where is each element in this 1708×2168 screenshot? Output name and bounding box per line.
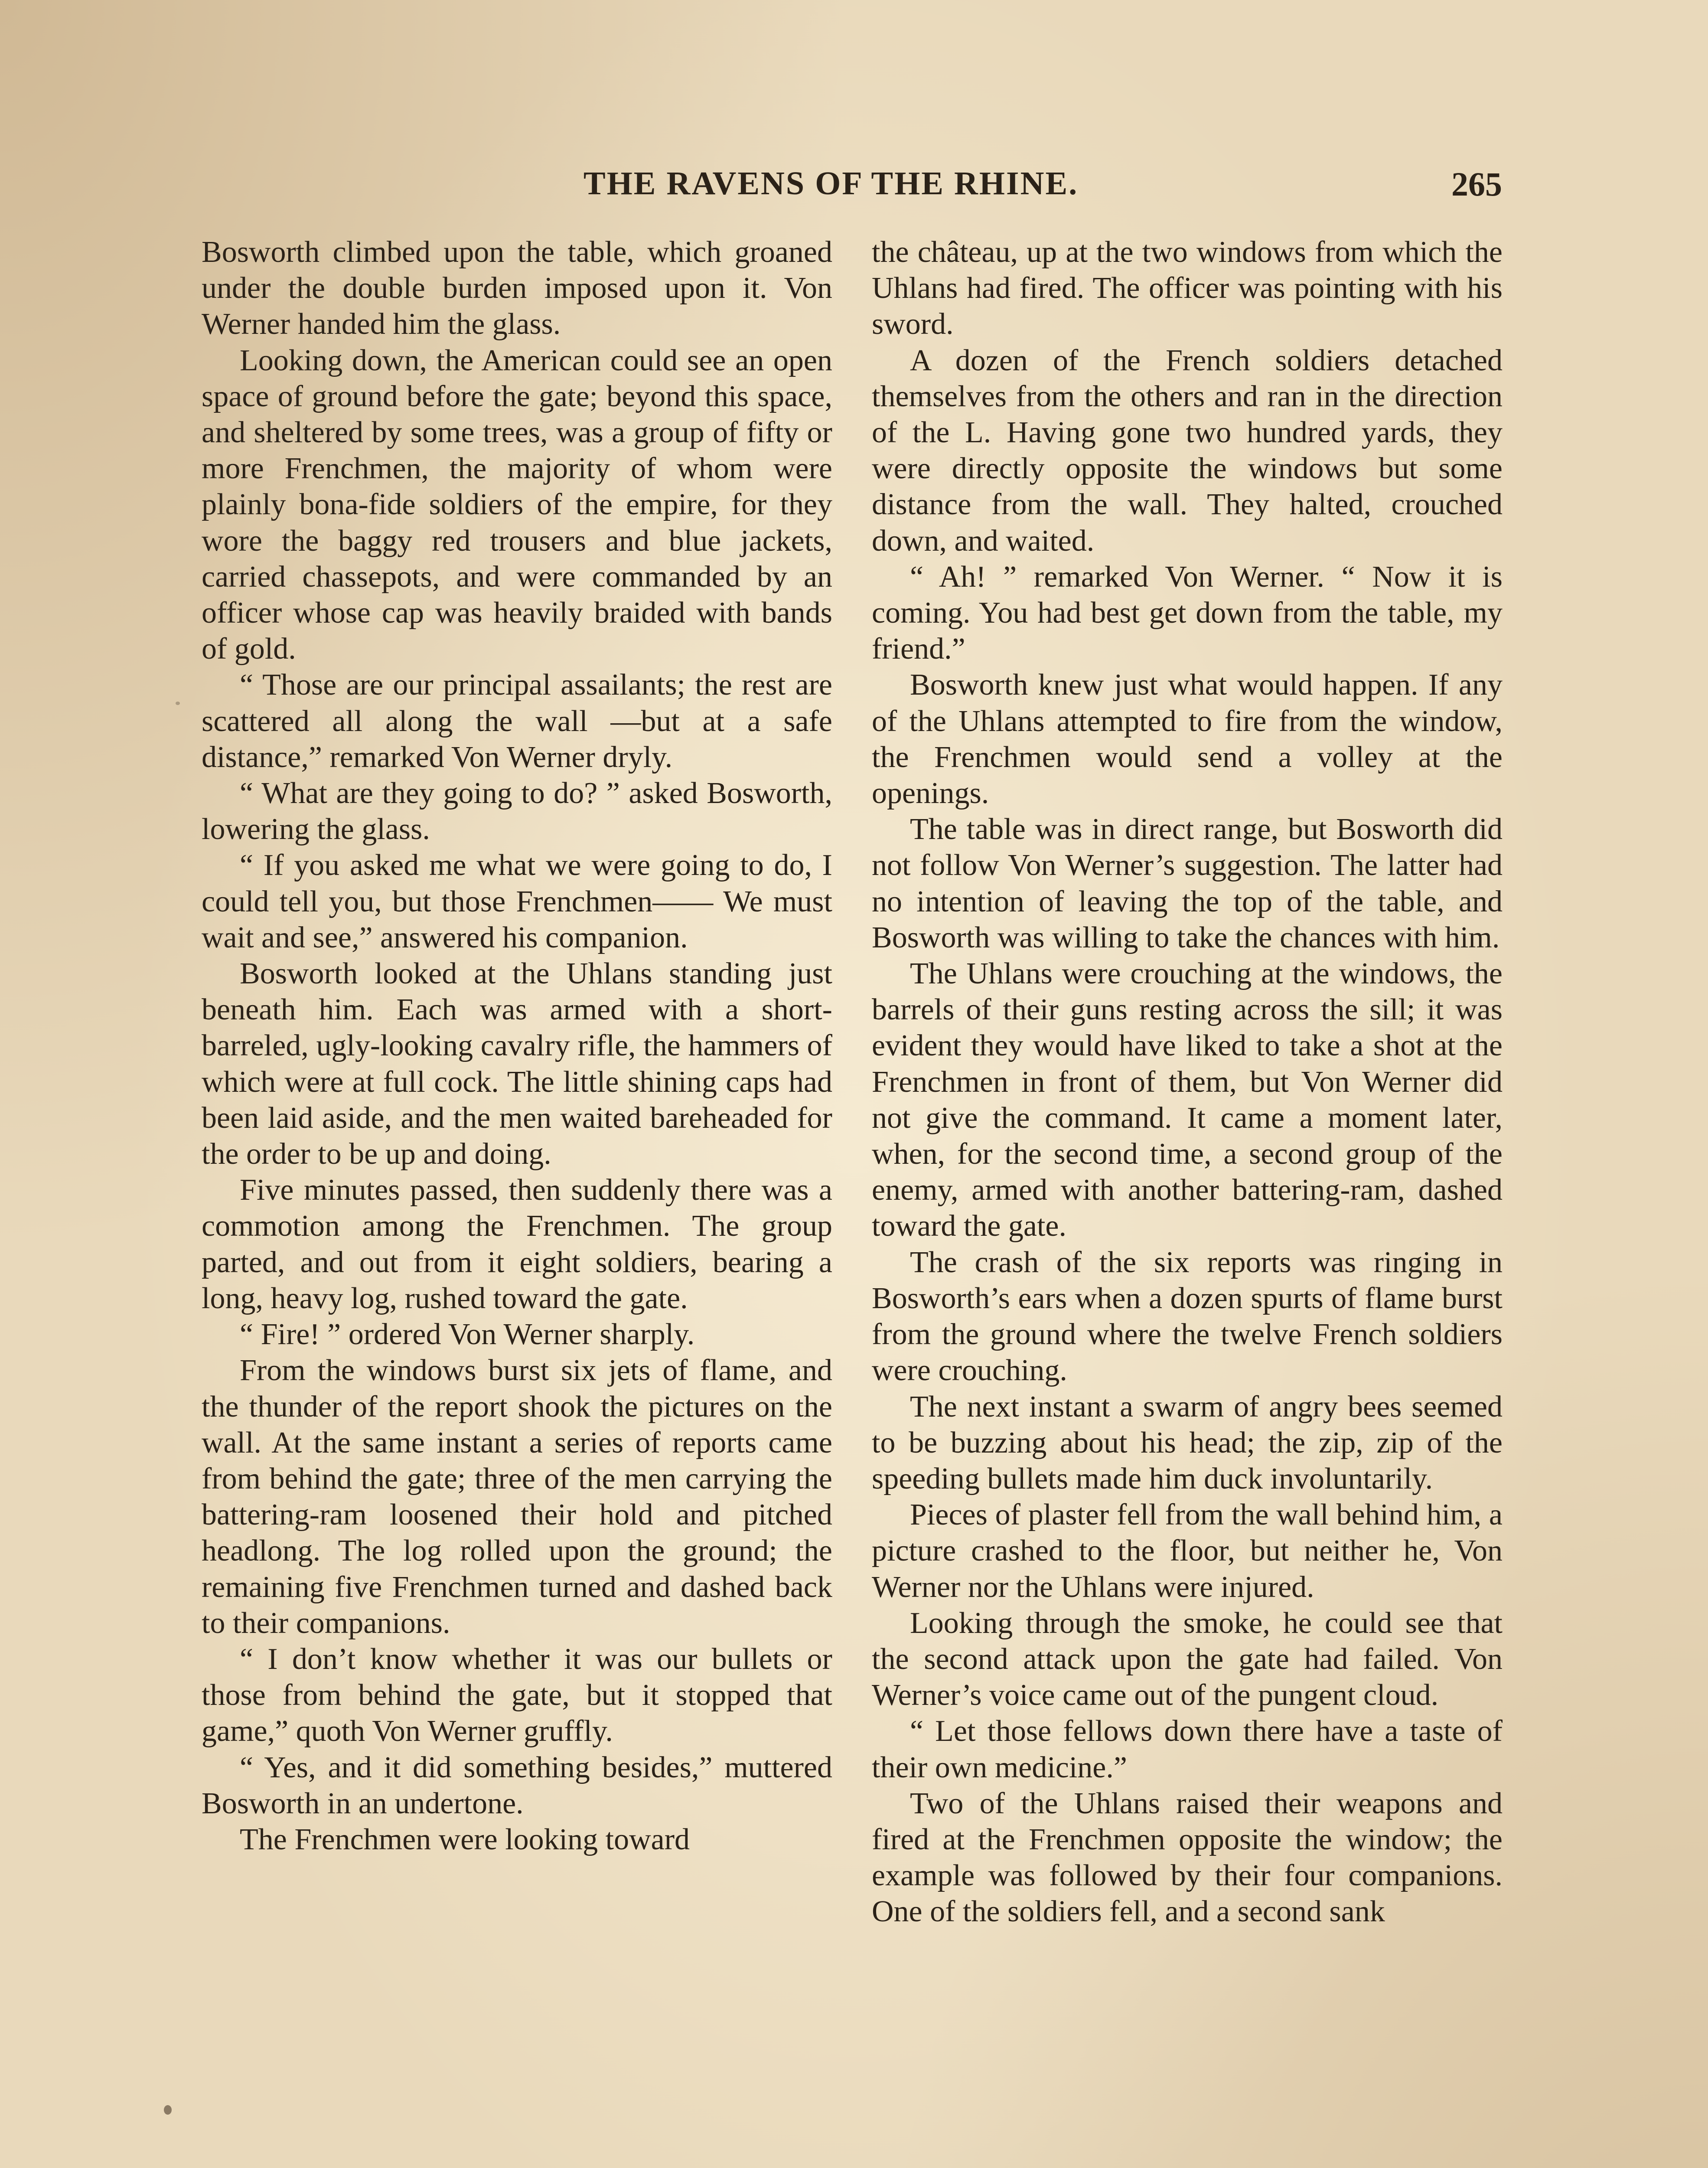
paragraph: Two of the Uhlans raised their weapons and fired at the Frenchmen opposite the window; the example was followed by their four companions. One of the soldiers fell, and a second sank bbox=[872, 1786, 1503, 1929]
paragraph: Pieces of plaster fell from the wall behind him, a picture crashed to the floor, but neither he, Von Werner nor the Uhlans were injured. bbox=[872, 1498, 1503, 1604]
paragraph: “ Yes, and it did something besides,” muttered Bosworth in an undertone. bbox=[202, 1750, 832, 1820]
left-column bbox=[202, 234, 832, 1858]
paragraph: The table was in direct range, but Bosworth did not follow Von Werner’s suggestion. The latter had no intention of leaving the top of the table, and Bosworth was willing to take the chances with him. bbox=[872, 813, 1503, 954]
running-title: THE RAVENS OF THE RHINE. bbox=[583, 165, 1079, 202]
paragraph: Five minutes passed, then suddenly there was a commotion among the Frenchmen. The group parted, and out from it eight soldiers, bearing a long, heavy log, rushed toward the gate. bbox=[202, 1173, 832, 1315]
paragraph: The next instant a swarm of angry bees seemed to be buzzing about his head; the zip, zip of the speeding bullets made him duck involuntarily. bbox=[872, 1390, 1503, 1495]
paragraph: “ Let those fellows down there have a taste of their own medicine.” bbox=[872, 1714, 1503, 1784]
paragraph: From the windows burst six jets of flame, and the thunder of the report shook the pictures on the wall. At the same instant a series of reports came from behind the gate; three of the men carrying the battering-ram loosened their hold and pitched headlong. The log rolled upon the ground; the remaining five Frenchmen turned and dashed back to their companions. bbox=[202, 1354, 832, 1640]
paragraph: Looking through the smoke, he could see that the second attack upon the gate had failed. Von Werner’s voice came out of the pungent cloud. bbox=[872, 1606, 1503, 1712]
paragraph: “ If you asked me what we were going to do, I could tell you, but those Frenchmen—— We must wait and see,” answered his companion. bbox=[202, 849, 832, 954]
paragraph: Bosworth looked at the Uhlans standing just beneath him. Each was armed with a short-barreled, ugly-looking cavalry rifle, the hammers of which were at full cock. The little shining caps had been laid aside, and the men waited bareheaded for the order to be up and doing. bbox=[202, 957, 832, 1171]
paragraph: A dozen of the French soldiers detached themselves from the others and ran in the direction of the L. Having gone two hundred yards, they were directly opposite the windows but some distance from the wall. They halted, crouched down, and waited. bbox=[872, 343, 1503, 558]
paragraph: “ I don’t know whether it was our bullets or those from behind the gate, but it stopped that game,” quoth Von Werner gruffly. bbox=[202, 1642, 832, 1748]
paragraph: the château, up at the two windows from which the Uhlans had fired. The officer was pointing with his sword. bbox=[872, 235, 1503, 341]
paragraph: The Uhlans were crouching at the windows, the barrels of their guns resting across the sill; it was evident they would have liked to take a shot at the Frenchmen in front of them, but Von Werner did not give the command. It came a moment later, when, for the second time, a second group of the enemy, armed with another battering-ram, dashed toward the gate. bbox=[872, 957, 1503, 1243]
paragraph: Looking down, the American could see an open space of ground before the gate; beyond this space, and sheltered by some trees, was a group of fifty or more Frenchmen, the majority of whom were plainly bona-fide soldiers of the empire, for they wore the baggy red trousers and blue jackets, carried chassepots, and were commanded by an officer whose cap was heavily braided with bands of gold. bbox=[202, 343, 832, 666]
paragraph: “ Ah! ” remarked Von Werner. “ Now it is coming. You had best get down from the table, my friend.” bbox=[872, 560, 1503, 666]
paragraph: The Frenchmen were looking toward bbox=[240, 1822, 690, 1856]
paragraph: Bosworth knew just what would happen. If any of the Uhlans attempted to fire from the window, the Frenchmen would send a volley at the openings. bbox=[872, 668, 1503, 810]
paragraph: Bosworth climbed upon the table, which groaned under the double burden imposed upon it. Von Werner handed him the glass. bbox=[202, 235, 832, 341]
paragraph: “ Those are our principal assailants; the rest are scattered all along the wall —but at a safe distance,” remarked Von Werner dryly. bbox=[202, 668, 832, 774]
paragraph: The crash of the six reports was ringing in Bosworth’s ears when a dozen spurts of flame burst from the ground where the twelve French soldiers were crouching. bbox=[872, 1245, 1503, 1388]
right-column bbox=[872, 234, 1503, 1930]
paragraph: “ Fire! ” ordered Von Werner sharply. bbox=[240, 1318, 695, 1352]
paragraph: “ What are they going to do? ” asked Bosworth, lowering the glass. bbox=[202, 777, 832, 846]
page-number: 265 bbox=[1451, 165, 1502, 203]
paper-speck bbox=[176, 702, 180, 705]
paper-speck bbox=[164, 2105, 172, 2115]
